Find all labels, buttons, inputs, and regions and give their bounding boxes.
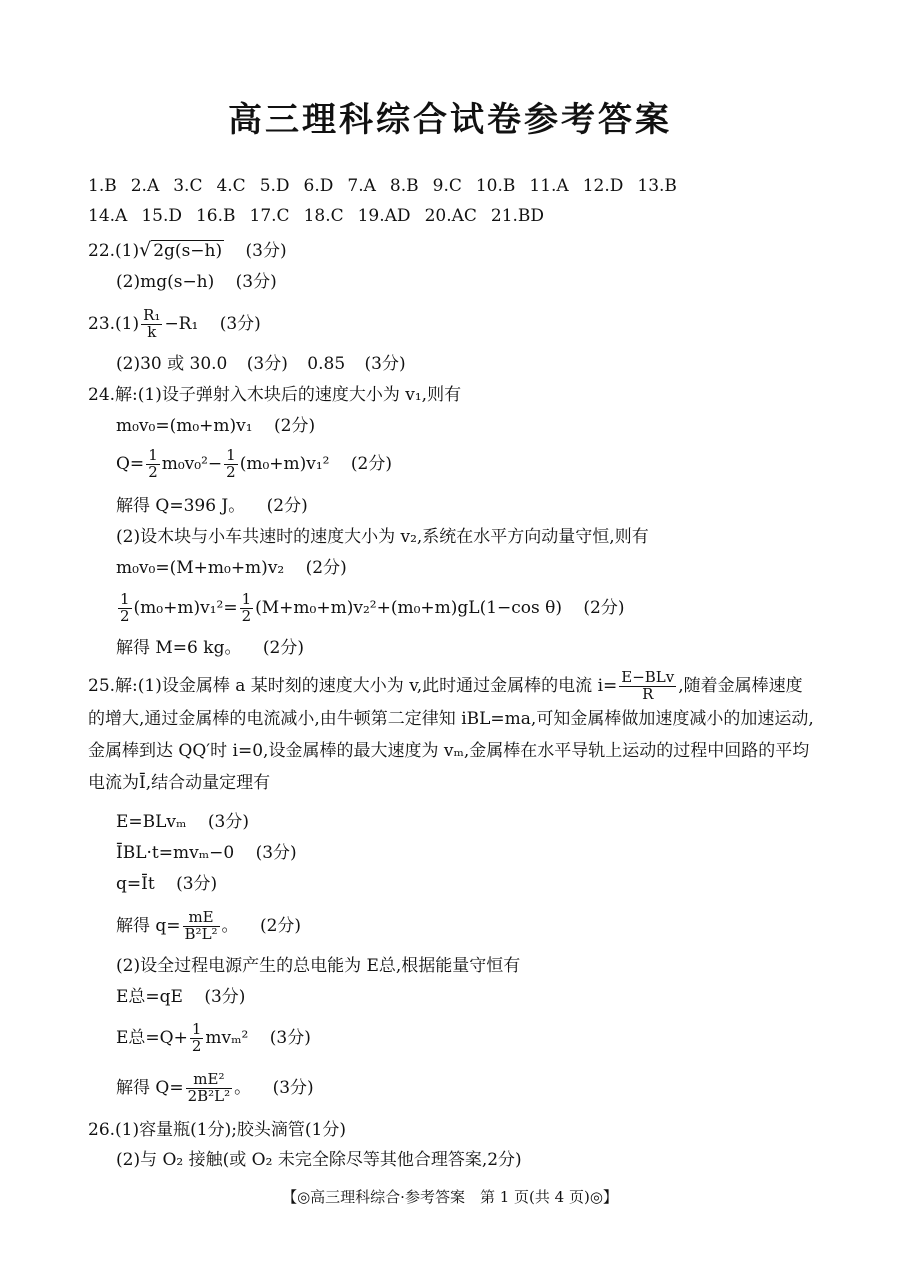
q23-score1: (3分)	[219, 313, 261, 334]
q24-eq2-term1: m₀v₀²−	[161, 453, 223, 474]
q25-current-fraction	[619, 670, 676, 703]
answer-item: 20.AC	[424, 206, 477, 226]
answer-item: 14.A	[88, 206, 128, 226]
fraction-numerator: 1	[148, 446, 158, 464]
answer-item: 1.B	[88, 176, 117, 196]
q25-text-a: 25.解:(1)设金属棒 a 某时刻的速度大小为 v,此时通过金属棒的电流 i=	[88, 676, 618, 696]
q25-eq1-score: (3分)	[207, 812, 249, 832]
q22-radicand: 2g(s−h)	[153, 241, 223, 261]
q24-line7	[116, 592, 625, 625]
q25-eq3-score: (3分)	[176, 874, 218, 894]
q24-result2-score: (2分)	[262, 638, 304, 658]
q25-eq4-score: (2分)	[259, 915, 302, 936]
fraction-denominator: 2	[241, 606, 252, 625]
q25-eq4-lhs: 解得 q=	[116, 915, 181, 936]
q25-eq8-score: (3分)	[272, 1077, 314, 1098]
fraction-denominator: B²L²	[184, 924, 218, 943]
q24-eq3-score: (2分)	[305, 558, 347, 578]
q22-part1	[88, 238, 287, 263]
q22-prefix: 22.(1)	[88, 241, 140, 261]
half-fraction	[146, 448, 160, 481]
q24-result1-score: (2分)	[266, 496, 308, 516]
q25-eq2-text: ĪBL·t=mvₘ−0	[116, 843, 235, 863]
q25-eq8-fraction	[186, 1072, 233, 1105]
q24-line4	[116, 494, 308, 518]
fraction-numerator: 1	[120, 590, 130, 608]
q24-eq1-score: (2分)	[274, 416, 316, 436]
answer-item: 6.D	[303, 176, 334, 196]
answer-item: 3.C	[173, 176, 203, 196]
fraction-denominator: 2	[120, 606, 130, 625]
q24-eq1: m₀v₀=(m₀+m)v₁	[116, 416, 253, 436]
page-footer: 【◎高三理科综合·参考答案 第 1 页(共 4 页)◎】	[282, 1188, 618, 1206]
answer-item: 9.C	[432, 176, 462, 196]
answer-item: 13.B	[637, 176, 677, 196]
q25-eq6-score: (3分)	[204, 987, 246, 1007]
answer-item: 10.B	[475, 176, 516, 196]
q25-part2-intro: (2)设全过程电源产生的总电能为 E总,根据能量守恒有	[116, 956, 521, 976]
q24-eq4-lhs: (m₀+m)v₁²=	[133, 597, 238, 618]
q24-eq4-rhs: (M+m₀+m)v₂²+(m₀+m)gL(1−cos θ)	[255, 597, 563, 618]
q25-eq1	[116, 810, 249, 834]
sqrt-expression: √ 2g(s−h)	[139, 239, 223, 261]
q22-score2: (3分)	[235, 272, 277, 292]
q25-eq7-lhs: E总=Q+	[116, 1027, 188, 1048]
q25-eq7-fraction	[190, 1022, 204, 1055]
answer-item: 17.C	[249, 206, 290, 226]
answer-item: 15.D	[141, 206, 182, 226]
q22-part2-text: (2)mg(s−h)	[116, 272, 215, 292]
q23-part1	[88, 308, 261, 341]
answers-row-2	[88, 204, 558, 228]
q25-eq2	[116, 841, 297, 865]
q25-eq8	[116, 1072, 314, 1105]
q24-line8	[116, 636, 304, 660]
answer-item: 11.A	[529, 176, 569, 196]
q25-eq7-rhs: mvₘ²	[205, 1027, 249, 1048]
q25-eq8-end: 。	[234, 1077, 252, 1098]
answer-item: 5.D	[259, 176, 290, 196]
fraction-denominator: R	[642, 685, 654, 703]
q24-line6	[116, 556, 347, 580]
q25-eq4-fraction	[183, 910, 220, 943]
q25-paragraph	[88, 670, 816, 799]
answer-item: 16.B	[195, 206, 236, 226]
q25-eq4-end: 。	[221, 915, 239, 936]
answer-item: 8.B	[389, 176, 419, 196]
q24-eq2-term2: (m₀+m)v₁²	[239, 453, 330, 474]
fraction-denominator: 2	[226, 462, 236, 481]
fraction-numerator: 1	[191, 1020, 202, 1038]
answer-item: 4.C	[216, 176, 246, 196]
q25-eq3-text: q=Īt	[116, 874, 155, 894]
q24-line1: 24.解:(1)设子弹射入木块后的速度大小为 v₁,则有	[88, 385, 462, 405]
q23-fraction	[141, 308, 162, 341]
q25-eq1-text: E=BLvₘ	[116, 812, 187, 832]
half-fraction	[224, 448, 238, 481]
answer-item: 2.A	[130, 176, 160, 196]
q24-line2	[116, 414, 315, 438]
q23-prefix: 23.(1)	[88, 313, 140, 334]
q24-eq3: m₀v₀=(M+m₀+m)v₂	[116, 558, 285, 578]
q23-part2-text: (2)30 或 30.0	[116, 354, 228, 374]
answers-row-1	[88, 174, 691, 198]
fraction-denominator: k	[147, 322, 157, 341]
answer-item: 21.BD	[490, 206, 545, 226]
q25-eq6-text: E总=qE	[116, 987, 183, 1007]
q25-eq4	[116, 910, 301, 943]
fraction-numerator: 1	[241, 590, 252, 608]
fraction-denominator: 2	[148, 462, 158, 481]
fraction-denominator: 2	[191, 1036, 202, 1055]
q25-eq7	[116, 1022, 311, 1055]
page-title: 高三理科综合试卷参考答案	[228, 100, 672, 140]
answer-item: 19.AD	[357, 206, 411, 226]
fraction-denominator: 2B²L²	[187, 1086, 231, 1105]
q24-eq4-score: (2分)	[583, 597, 625, 618]
q23-part2	[116, 352, 406, 376]
answer-item: 18.C	[303, 206, 344, 226]
q25-eq7-score: (3分)	[269, 1027, 311, 1048]
q25-eq2-score: (3分)	[255, 843, 297, 863]
answer-item: 7.A	[347, 176, 376, 196]
fraction-numerator: mE	[183, 910, 220, 927]
fraction-numerator: mE²	[186, 1072, 233, 1089]
q25-eq3	[116, 872, 217, 896]
q22-part2	[116, 270, 277, 294]
q23-rest: −R₁	[164, 313, 199, 334]
q24-eq2-lhs: Q=	[116, 453, 145, 474]
q26-line2: (2)与 O₂ 接触(或 O₂ 未完全除尽等其他合理答案,2分)	[116, 1150, 522, 1170]
q26-line1: 26.(1)容量瓶(1分);胶头滴管(1分)	[88, 1120, 347, 1140]
q22-score1: (3分)	[245, 241, 287, 261]
q25-text-b: ,随着金属棒速度的增大,通过金属棒的电流减小,由牛顿第二定律知 iBL=ma,可知金属棒做加速度减小的加速运动,金属棒到达 QQ′时 i=0,设金属棒的最大速度为 vₘ,金属棒在水平导轨上运动的过程中回路的平均电流为Ī,结合动量定理有	[88, 676, 814, 793]
q23-score2: (3分)	[246, 354, 288, 374]
half-fraction	[240, 592, 254, 625]
q24-result2: 解得 M=6 kg。	[116, 638, 242, 658]
q24-result1: 解得 Q=396 J。	[116, 496, 246, 516]
q24-line5: (2)设木块与小车共速时的速度大小为 v₂,系统在水平方向动量守恒,则有	[116, 527, 649, 547]
q25-eq8-lhs: 解得 Q=	[116, 1077, 184, 1098]
fraction-numerator: 1	[226, 446, 236, 464]
answer-item: 12.D	[582, 176, 624, 196]
fraction-numerator: R₁	[143, 306, 161, 324]
q23-score3: (3分)	[364, 354, 406, 374]
fraction-numerator: E−BLv	[621, 668, 675, 687]
q23-value: 0.85	[307, 354, 346, 374]
half-fraction	[118, 592, 132, 625]
q25-eq6	[116, 985, 245, 1009]
q24-line3	[116, 448, 392, 481]
q24-eq2-score: (2分)	[350, 453, 393, 474]
